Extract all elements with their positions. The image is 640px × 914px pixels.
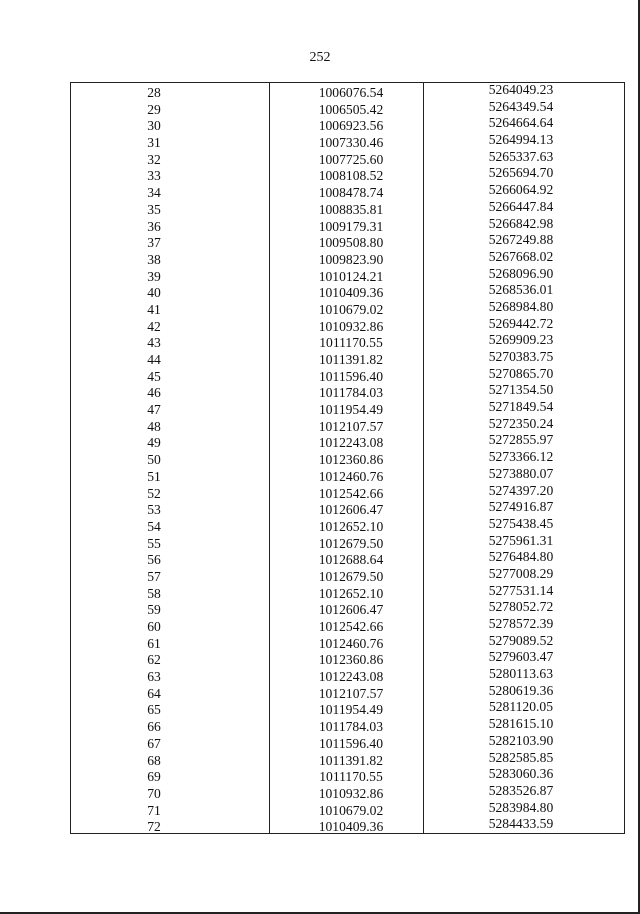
x-coordinate-cell: 1008835.81 (318, 201, 384, 217)
point-number-cell: 30 (147, 118, 161, 134)
x-coordinate-cell: 1006923.56 (318, 118, 384, 134)
x-coordinate-cell: 1012606.47 (318, 602, 384, 618)
point-number-cell: 57 (147, 568, 161, 584)
coordinates-table (70, 82, 625, 834)
point-number-cell: 55 (147, 535, 161, 551)
point-number-cell: 60 (147, 619, 161, 634)
point-number-cell: 66 (147, 719, 161, 735)
point-number-cell: 43 (147, 335, 161, 351)
x-coordinate-cell: 1012542.66 (318, 485, 384, 501)
point-number-cell: 36 (147, 218, 161, 234)
y-coordinate-cell: 5282585.85 (488, 749, 554, 765)
y-coordinate-cell: 5282103.90 (488, 732, 554, 748)
y-coordinate-cell: 5284433.59 (488, 816, 554, 832)
x-coordinate-cell: 1011391.82 (318, 352, 384, 367)
y-coordinate-cell: 5273366.12 (488, 449, 554, 465)
y-coordinate-cell: 5281615.10 (488, 716, 554, 732)
x-coordinate-cell: 1012360.86 (318, 452, 384, 468)
point-number-cell: 42 (147, 318, 161, 334)
y-coordinate-cell: 5274397.20 (488, 482, 554, 498)
x-coordinate-cell: 1011596.40 (318, 735, 384, 751)
y-coordinate-cell: 5283060.36 (488, 766, 554, 782)
x-coordinate-cell: 1009179.31 (318, 218, 384, 234)
x-coordinate-cell: 1011170.55 (319, 769, 383, 785)
x-coordinate-cell: 1012243.08 (318, 669, 384, 685)
x-coordinate-cell: 1006076.54 (318, 85, 384, 100)
x-coordinate-cell: 1011596.40 (318, 368, 384, 384)
y-coordinate-cell: 5268096.90 (488, 265, 554, 281)
y-coordinate-cell: 5280619.36 (488, 682, 554, 698)
x-coordinate-cell: 1010409.36 (318, 285, 384, 301)
point-number-cell: 29 (147, 101, 161, 117)
x-coordinate-cell: 1008478.74 (318, 185, 384, 201)
y-coordinate-cell: 5279603.47 (488, 649, 554, 665)
table-rows (71, 82, 624, 836)
y-coordinate-cell: 5267668.02 (488, 248, 554, 264)
y-coordinate-cell: 5280113.63 (488, 666, 554, 682)
point-number-cell: 50 (147, 452, 161, 468)
point-number-cell: 28 (147, 85, 161, 100)
point-number-cell: 48 (147, 418, 161, 434)
point-number-cell: 72 (147, 819, 161, 835)
x-coordinate-cell: 1012107.57 (318, 418, 384, 434)
x-coordinate-cell: 1010932.86 (318, 785, 384, 801)
point-number-cell: 41 (147, 301, 161, 317)
x-coordinate-cell: 1012688.64 (318, 552, 384, 568)
y-coordinate-cell: 5275438.45 (488, 515, 554, 531)
x-coordinate-cell: 1011170.55 (319, 335, 383, 351)
y-coordinate-cell: 5273880.07 (488, 465, 554, 481)
point-number-cell: 39 (147, 268, 161, 284)
point-number-cell: 44 (147, 352, 161, 367)
point-number-cell: 64 (147, 685, 161, 701)
point-number-cell: 62 (147, 652, 161, 668)
point-number-cell: 35 (147, 201, 161, 217)
point-number-cell: 65 (147, 702, 161, 718)
point-number-cell: 68 (147, 752, 161, 768)
x-coordinate-cell: 1007330.46 (318, 135, 384, 151)
y-coordinate-cell: 5283526.87 (488, 782, 554, 798)
y-coordinate-cell: 5269909.23 (488, 332, 554, 348)
x-coordinate-cell: 1011954.49 (318, 702, 384, 718)
x-coordinate-cell: 1009508.80 (318, 235, 384, 251)
x-coordinate-cell: 1010409.36 (318, 819, 384, 835)
point-number-cell: 61 (147, 635, 161, 651)
point-number-cell: 52 (147, 485, 161, 501)
point-number-cell: 56 (147, 552, 161, 568)
x-coordinate-cell: 1012652.10 (318, 518, 384, 534)
y-coordinate-cell: 5266447.84 (488, 198, 554, 214)
point-number-cell: 53 (147, 502, 161, 518)
point-number-cell: 45 (147, 368, 161, 384)
y-coordinate-cell: 5281120.05 (488, 699, 554, 715)
x-coordinate-cell: 1011954.49 (318, 402, 384, 418)
y-coordinate-cell: 5268984.80 (488, 298, 554, 314)
y-coordinate-cell: 5270383.75 (488, 349, 554, 364)
x-coordinate-cell: 1012542.66 (318, 619, 384, 634)
x-coordinate-cell: 1012460.76 (318, 635, 384, 651)
point-number-cell: 70 (147, 785, 161, 801)
x-coordinate-cell: 1012679.50 (318, 568, 384, 584)
x-coordinate-cell: 1011391.82 (318, 752, 384, 768)
point-number-cell: 33 (147, 168, 161, 184)
x-coordinate-cell: 1006505.42 (318, 101, 384, 117)
x-coordinate-cell: 1010124.21 (318, 268, 384, 284)
point-number-cell: 49 (147, 435, 161, 451)
y-coordinate-cell: 5267249.88 (488, 232, 554, 248)
x-coordinate-cell: 1008108.52 (318, 168, 384, 184)
point-number-cell: 71 (147, 802, 161, 818)
x-coordinate-cell: 1012460.76 (318, 468, 384, 484)
y-coordinate-cell: 5264049.23 (488, 82, 554, 97)
x-coordinate-cell: 1011784.03 (318, 385, 384, 401)
point-number-cell: 47 (147, 402, 161, 418)
point-number-cell: 54 (147, 518, 161, 534)
y-coordinate-cell: 5272855.97 (488, 432, 554, 448)
y-coordinate-cell: 5271354.50 (488, 382, 554, 398)
page-number: 252 (309, 50, 331, 65)
y-coordinate-cell: 5275961.31 (488, 532, 554, 548)
y-coordinate-cell: 5270865.70 (488, 365, 554, 381)
y-coordinate-cell: 5264349.54 (488, 98, 554, 114)
y-coordinate-cell: 5278052.72 (488, 599, 554, 615)
y-coordinate-cell: 5278572.39 (488, 616, 554, 631)
point-number-cell: 59 (147, 602, 161, 618)
y-coordinate-cell: 5265337.63 (488, 148, 554, 164)
x-coordinate-cell: 1012606.47 (318, 502, 384, 518)
y-coordinate-cell: 5277008.29 (488, 565, 554, 581)
y-coordinate-cell: 5271849.54 (488, 399, 554, 415)
x-coordinate-cell: 1010932.86 (318, 318, 384, 334)
x-coordinate-cell: 1009823.90 (318, 251, 384, 267)
point-number-cell: 40 (147, 285, 161, 301)
y-coordinate-cell: 5269442.72 (488, 315, 554, 331)
point-number-cell: 38 (147, 251, 161, 267)
y-coordinate-cell: 5264994.13 (488, 132, 554, 148)
y-coordinate-cell: 5279089.52 (488, 632, 554, 648)
point-number-cell: 31 (147, 135, 161, 151)
x-coordinate-cell: 1012107.57 (318, 685, 384, 701)
y-coordinate-cell: 5283984.80 (488, 799, 554, 815)
point-number-cell: 37 (147, 235, 161, 251)
x-coordinate-cell: 1010679.02 (318, 301, 384, 317)
y-coordinate-cell: 5277531.14 (488, 582, 554, 598)
point-number-cell: 67 (147, 735, 161, 751)
y-coordinate-cell: 5274916.87 (488, 499, 554, 515)
point-number-cell: 63 (147, 669, 161, 685)
point-number-cell: 46 (147, 385, 161, 401)
x-coordinate-cell: 1012679.50 (318, 535, 384, 551)
y-coordinate-cell: 5264664.64 (488, 115, 554, 131)
x-coordinate-cell: 1012243.08 (318, 435, 384, 451)
y-coordinate-cell: 5266842.98 (488, 215, 554, 231)
point-number-cell: 51 (147, 468, 161, 484)
point-number-cell: 34 (147, 185, 161, 201)
point-number-cell: 58 (147, 585, 161, 601)
x-coordinate-cell: 1012360.86 (318, 652, 384, 668)
y-coordinate-cell: 5276484.80 (488, 549, 554, 565)
x-coordinate-cell: 1007725.60 (318, 151, 384, 167)
point-number-cell: 32 (147, 151, 161, 167)
y-coordinate-cell: 5272350.24 (488, 415, 554, 431)
point-number-cell: 69 (147, 769, 161, 785)
table-row (71, 816, 624, 836)
x-coordinate-cell: 1011784.03 (318, 719, 384, 735)
x-coordinate-cell: 1010679.02 (318, 802, 384, 818)
y-coordinate-cell: 5265694.70 (488, 165, 554, 181)
x-coordinate-cell: 1012652.10 (318, 585, 384, 601)
y-coordinate-cell: 5266064.92 (488, 182, 554, 198)
y-coordinate-cell: 5268536.01 (488, 282, 554, 298)
